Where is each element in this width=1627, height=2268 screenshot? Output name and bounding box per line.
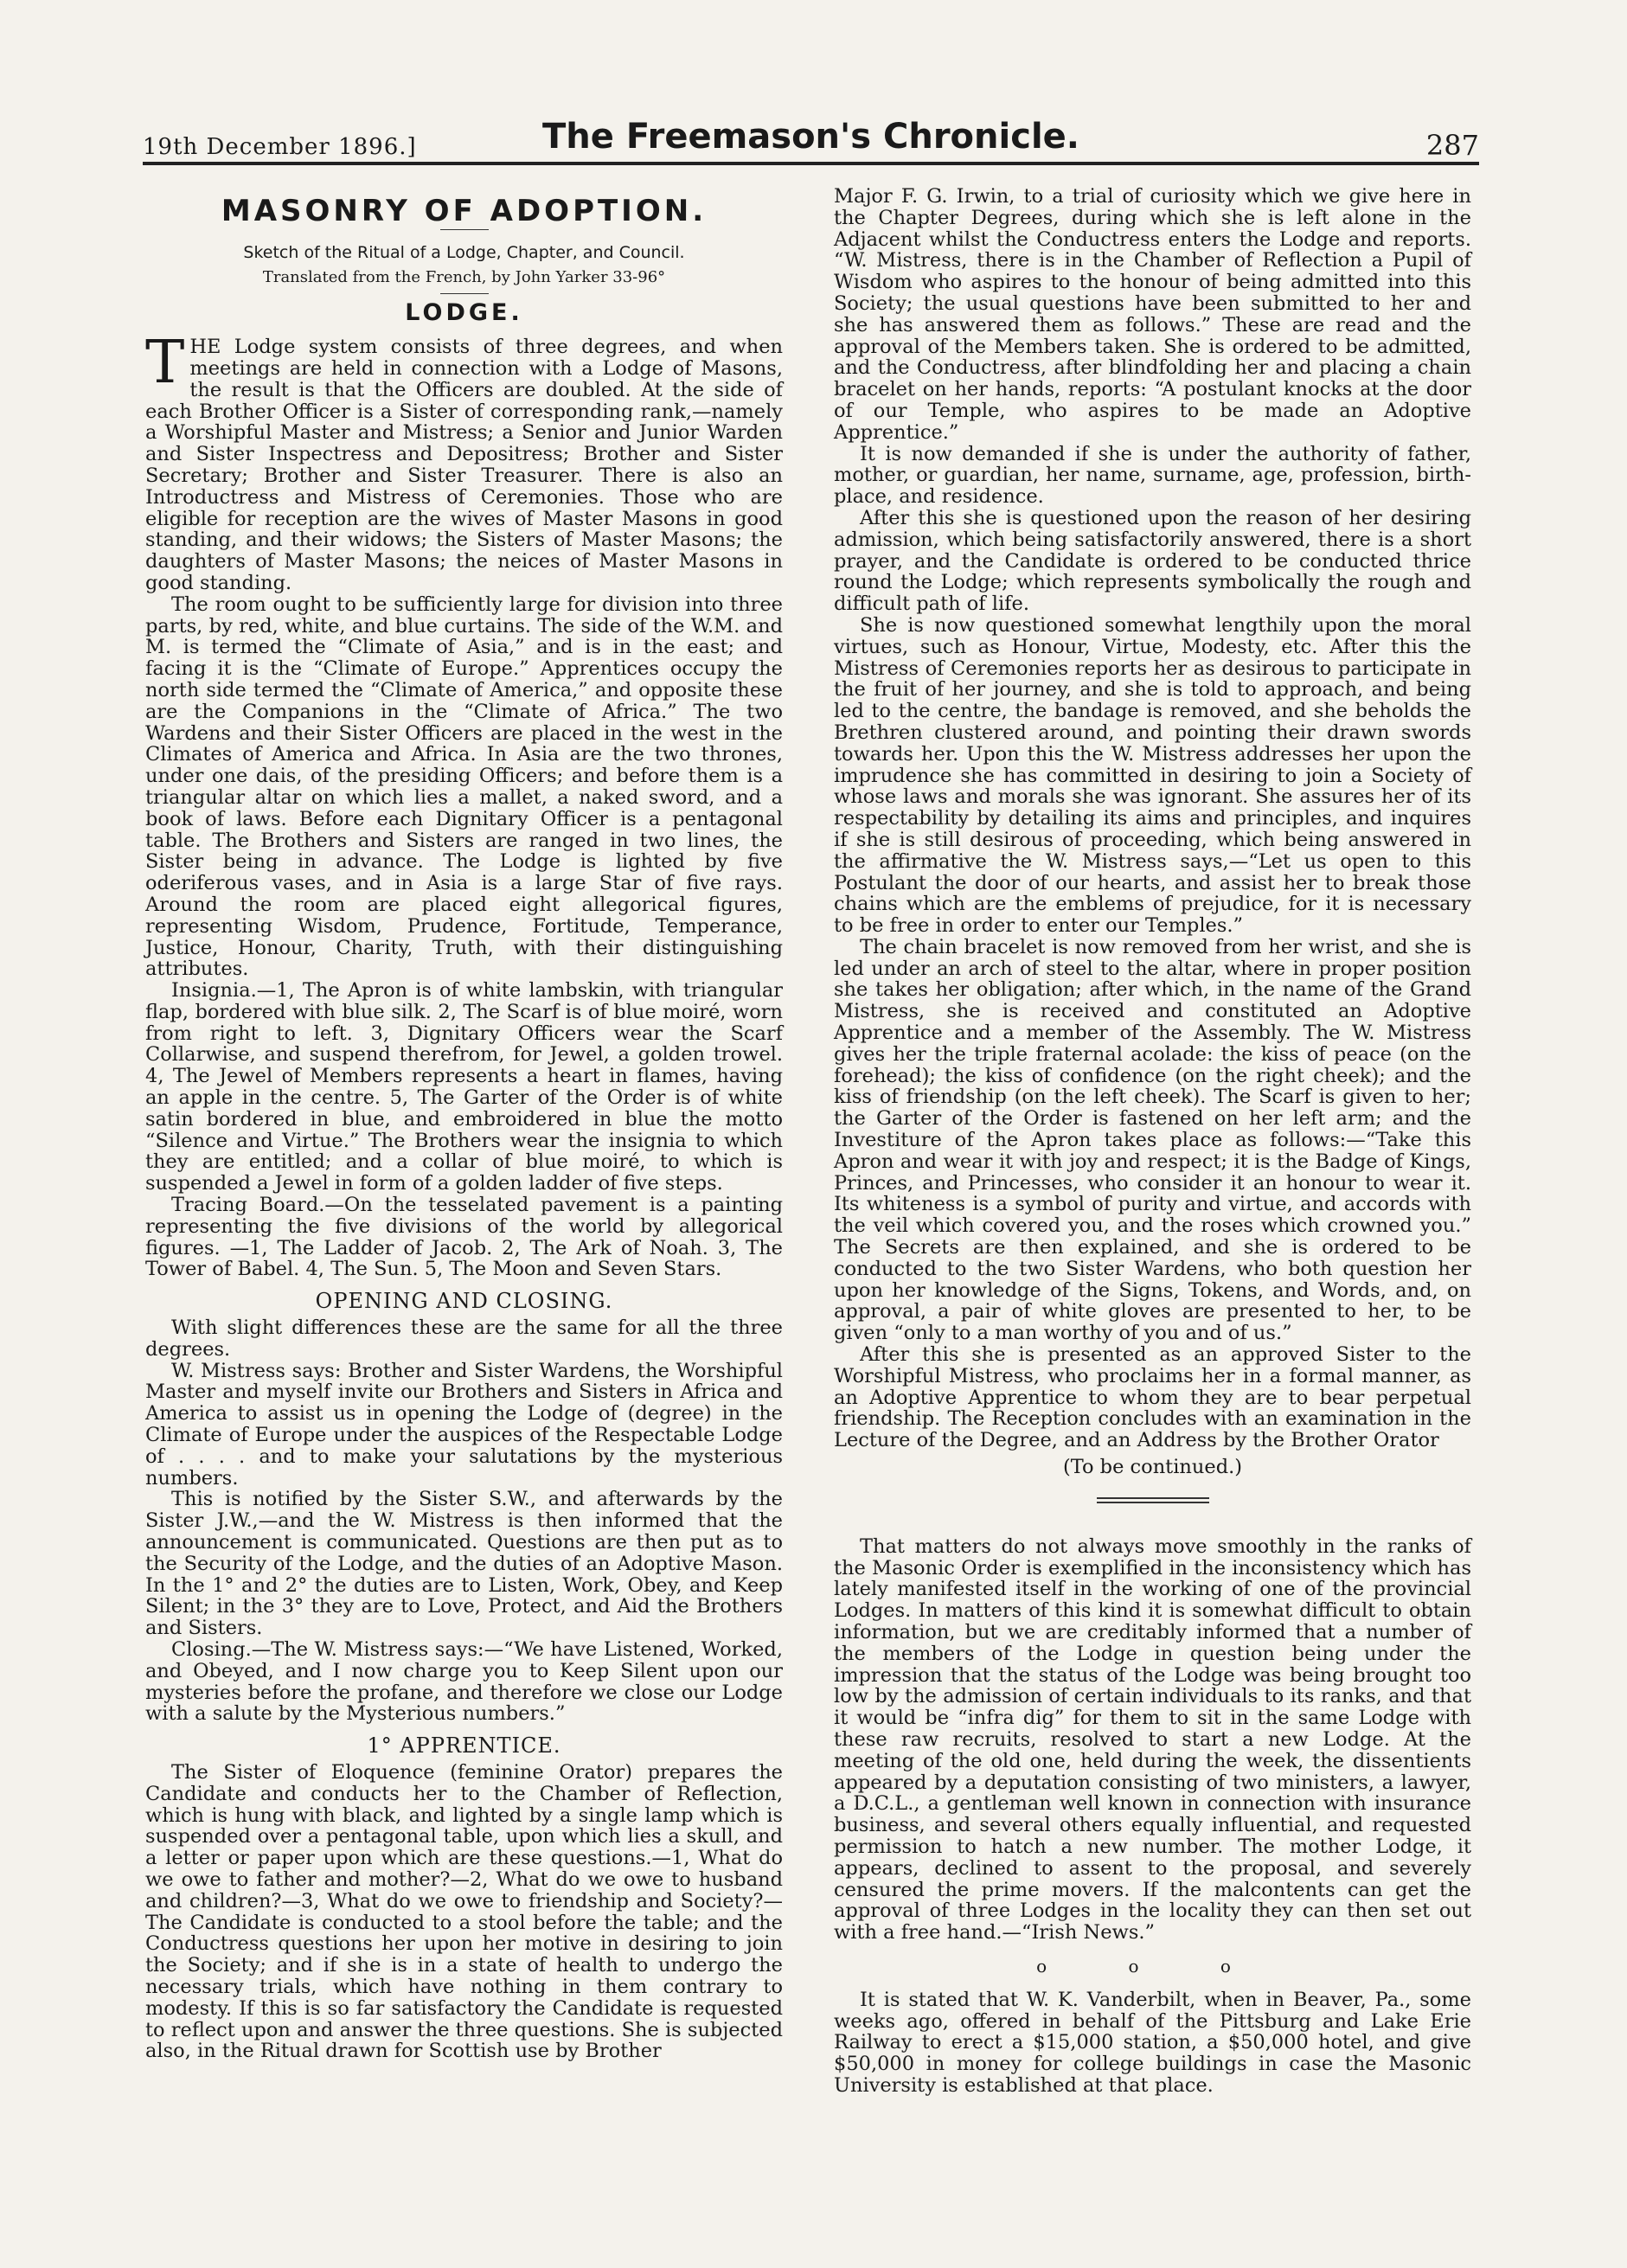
paragraph-vanderbilt: It is stated that W. K. Vanderbilt, when in Beaver, Pa., some weeks ago, offered in behalf of the Pittsburg and Lake Erie Railway to erect a $15,000 station, a $50,000 hotel, and give $50,000 in money for college buildings in case the Masonic University is established at that place.: [834, 1988, 1471, 2097]
issue-date: 19th December 1896.]: [143, 134, 417, 160]
paragraph-irish-news: That matters do not always move smoothly in the ranks of the Masonic Order is exemplified in the inconsistency which has lately manifested itself in the working of one of the provincial Lodges. In matters of this kind it is somewhat difficult to obtain information, but we are creditably informed that a number of the members of the Lodge in question being under the impression that the status of the Lodge was being brought too low by the admission of certain individuals to its ranks, and that it would be “infra dig” for them to sit in the same Lodge with these raw recruits, resolved to start a new Lodge. At the meeting of the old one, held during the week, the dissentients appeared by a deputation consisting of two ministers, a lawyer, a D.C.L., a gentleman well known in connection with insurance business, and several others equally influential, and requested permission to hatch a new number. The mother Lodge, it appears, declined to assent to the proposal, and severely censured the prime movers. If the malcontents can get the approval of three Lodges in the locality they can then set out with a free hand.—“Irish News.”: [834, 1534, 1471, 1944]
paragraph-lodge-intro: THE Lodge system consists of three degrees, and when meetings are held in connection with a Lodge of Masons, the result is that the Officers are doubled. At the side of each Brother Officer is a Sister of corresponding rank,—namely a Worshipful Master and Mistress; a Senior and Junior Warden and Sister Inspectress and Depositress; Brother and Sister Secretary; Brother and Sister Treasurer. There is also an Introductress and Mistress of Ceremonies. Those who are eligible for reception are the wives of Master Masons in good standing, and their widows; the Sisters of Master Masons; the daughters of Master Masons; the neices of Master Masons in good standing.: [145, 329, 783, 594]
paragraph-admission: After this she is questioned upon the reason of her desiring admission, which being satisfactorily answered, there is a short prayer, and the Candidate is ordered to be conducted thrice round the Lodge; which represents symbolically the rough and difficult path of life.: [834, 506, 1471, 616]
header-rule: [143, 162, 1479, 165]
paragraph-presented: After this she is presented as an approved Sister to the Worshipful Mistress, who proclaims her in a formal manner, as an Adoptive Apprentice to whom they are to bear perpetual friendship. The Reception concludes with an examination in the Lecture of the Degree, and an Address by the Brother Orator: [834, 1343, 1471, 1452]
paragraph-closing: Closing.—The W. Mistress says:—“We have Listened, Worked, and Obeyed, and I now charge you to Keep Silent upon our mysteries before the profane, and therefore we close our Lodge with a salute by the Mysterious numbers.”: [145, 1638, 783, 1726]
paragraph-opening-1: With slight differences these are the same for all the three degrees.: [145, 1317, 783, 1361]
paragraph-insignia: Insignia.—1, The Apron is of white lambskin, with triangular flap, bordered with blue silk. 2, The Scarf is of blue moiré, worn from right to left. 3, Dignitary Officers wear the Scarf Collarwise, and suspend therefrom, for Jewel, a golden trowel. 4, The Jewel of Members represents a heart in flames, having an apple in the centre. 5, The Garter of the Order is of white satin bordered in blue, and embroidered in blue the motto “Silence and Virtue.” The Brothers wear the insignia to which they are entitled; and a collar of blue moiré, to which is suspended a Jewel in form of a golden ladder of five steps.: [145, 979, 783, 1195]
paragraph-demand: It is now demanded if she is under the authority of father, mother, or guardian, her name, surname, age, profession, birth-place, and residence.: [834, 442, 1471, 509]
title-rule: [440, 229, 489, 230]
paragraph-virtues: She is now questioned somewhat lengthily upon the moral virtues, such as Honour, Virtue, Modesty, etc. After this the Mistress of Ceremonies reports her as desirous to participate in the fruit of her journey, and she is told to approach, and being led to the centre, the bandage is removed, and she beholds the Brethren clustered around, and pointing their drawn swords towards her. Upon this the W. Mistress addresses her upon the imprudence she has committed in desiring to join a Society of whose laws and morals she was ignorant. She assures her of its respectability by detailing its aims and principles, and inquires if she is still desirous of proceeding, which being answered in the affirmative the W. Mistress says,—“Let us open to this Postulant the door of our hearts, and assist her to break those chains which are the emblems of prejudice, for it is necessary to be free in order to enter our Temples.”: [834, 613, 1471, 938]
dot-separator: o o o: [1036, 1955, 1269, 1976]
article-subtitle: Sketch of the Ritual of a Lodge, Chapter, and Council.: [243, 242, 685, 262]
paragraph-bracelet: The chain bracelet is now removed from her wrist, and she is led under an arch of steel to the altar, where in proper position she takes her obligation; after which, in the name of the Grand Mistress, she is received and constituted an Adoptive Apprentice and a member of the Assembly. The W. Mistress gives her the triple fraternal acolade: the kiss of peace (on the forehead); the kiss of confidence (on the right cheek); and the kiss of friendship (on the left cheek). The Scarf is given to her; the Garter of the Order is fastened on her left arm; and the Investiture of the Apron takes place as follows:—“Take this Apron and wear it with joy and respect; it is the Badge of Kings, Princes, and Princesses, who consider it an honour to wear it. Its whiteness is a symbol of purity and virtue, and accords with the veil which covered you, and the roses which crowned you.” The Secrets are then explained, and she is ordered to be conducted to the two Sister Wardens, who both question her upon her knowledge of the Signs, Tokens, and Words, and, on approval, a pair of white gloves are presented to her, to be given “only to a man worthy of you and of us.”: [834, 935, 1471, 1345]
article-title: MASONRY OF ADOPTION.: [221, 194, 708, 228]
left-column: [145, 182, 783, 2062]
paragraph-continued: Major F. G. Irwin, to a trial of curiosity which we give here in the Chapter Degrees, during which she is left alone in the Adjacent whilst the Conductress enters the Lodge and reports. “W. Mistress, there is in the Chamber of Reflection a Pupil of Wisdom who aspires to the honour of being admitted into this Society; the usual questions have been submitted to her and she has answered them as follows.” These are read and the approval of the Members taken. She is ordered to be admitted, and the Conductress, after blindfolding her and placing a chain bracelet on her hands, reports: “A postulant knocks at the door of our Temple, who aspires to be made an Adoptive Apprentice.”: [834, 185, 1471, 444]
paragraph-room: The room ought to be sufficiently large for division into three parts, by red, white, and blue curtains. The side of the W.M. and M. is termed the “Climate of Asia,” and is in the east; and facing it is the “Climate of Europe.” Apprentices occupy the north side termed the “Climate of America,” and opposite these are the Companions in the “Climate of Africa.” The two Wardens and their Sister Officers are placed in the west in the Climates of America and Africa. In Asia are the two thrones, under one dais, of the presiding Officers; and before them is a triangular altar on which lies a mallet, a naked sword, and a book of laws. Before each Dignitary Officer is a pentagonal table. The Brothers and Sisters are ranged in two lines, the Sister being in advance. The Lodge is lighted by five oderiferous vases, and in Asia is a large Star of five rays. Around the room are placed eight allegorical figures, representing Wisdom, Prudence, Fortitude, Temperance, Justice, Honour, Charity, Truth, with their distinguishing attributes.: [145, 593, 783, 981]
section-divider: [1097, 1497, 1209, 1503]
page-number: 287: [1425, 129, 1479, 162]
heading-apprentice: 1° APPRENTICE.: [367, 1733, 561, 1759]
right-column: [834, 186, 1471, 2097]
page-header: [143, 117, 1479, 162]
drop-cap: T: [145, 329, 185, 398]
to-be-continued: (To be continued.): [1062, 1456, 1243, 1479]
paragraph-tracing-board: Tracing Board.—On the tesselated pavement is a painting representing the five divisions of the world by allegorical figures. —1, The Ladder of Jacob. 2, The Ark of Noah. 3, The Tower of Babel. 4, The Sun. 5, The Moon and Seven Stars.: [145, 1194, 783, 1281]
masthead-title: The Freemason's Chronicle.: [542, 117, 1079, 157]
translator-credit: Translated from the French, by John Yarker 33-96°: [262, 267, 666, 286]
paragraph-apprentice: The Sister of Eloquence (feminine Orator) prepares the Candidate and conducts her to the Chamber of Reflection, which is hung with black, and lighted by a single lamp which is suspended over a pentagonal table, upon which lies a skull, and a letter or paper upon which are these questions.—1, What do we owe to father and mother?—2, What do we owe to husband and children?—3, What do we owe to friendship and Society?— The Candidate is conducted to a stool before the table; and the Conductress questions her upon her motive in desiring to join the Society; and if she is in a state of health to undergo the necessary trials, which have nothing in them contrary to modesty. If this is so far satisfactory the Candidate is requested to reflect upon and answer the three questions. She is subjected also, in the Ritual drawn for Scottish use by Brother: [145, 1760, 783, 2063]
heading-opening-closing: OPENING AND CLOSING.: [315, 1289, 613, 1314]
paragraph-opening-3: This is notified by the Sister S.W., and afterwards by the Sister J.W.,—and the W. Mistress is then informed that the announcement is communicated. Questions are then put as to the Security of the Lodge, and the duties of an Adoptive Mason. In the 1° and 2° the duties are to Listen, Work, Obey, and Keep Silent; in the 3° they are to Love, Protect, and Aid the Brothers and Sisters.: [145, 1488, 783, 1640]
section-heading-lodge: LODGE.: [405, 299, 523, 327]
paragraph-opening-2: W. Mistress says: Brother and Sister Wardens, the Worshipful Master and myself invite our Brothers and Sisters in Africa and America to assist us in opening the Lodge of (degree) in the Climate of Europe under the auspices of the Respectable Lodge of . . . . and to make your salutations by the mysterious numbers.: [145, 1359, 783, 1490]
credit-rule: [440, 293, 489, 294]
